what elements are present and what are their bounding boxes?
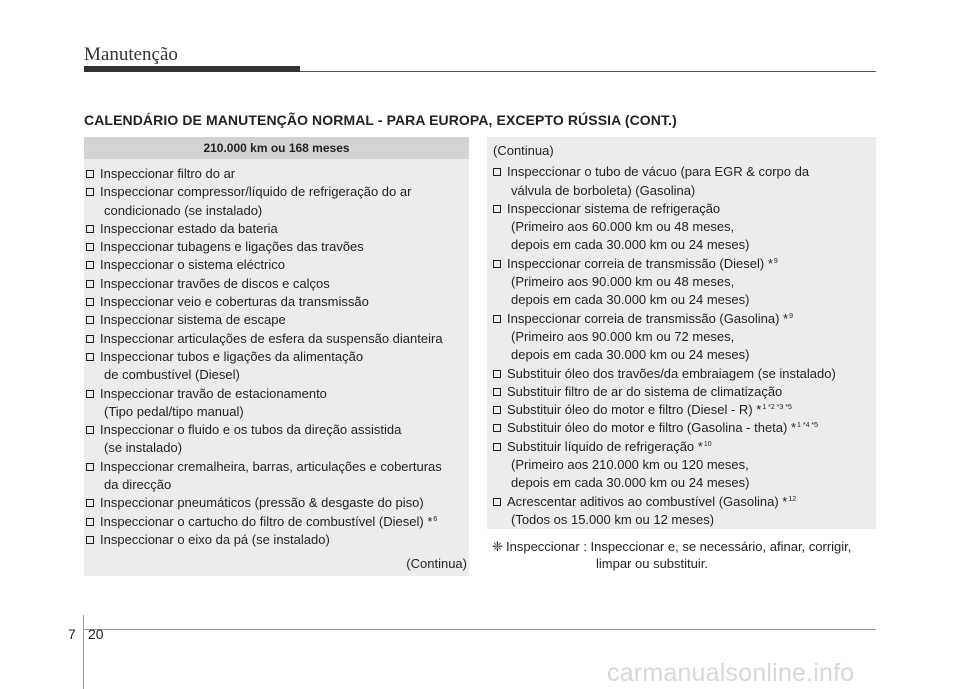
footnote-symbol: ❈ (492, 539, 503, 554)
checklist-item (493, 163, 876, 200)
checklist-item (493, 365, 876, 383)
checklist-item-text: Acrescentar aditivos ao combustível (Gasolina) * (507, 493, 788, 509)
checklist-item-text: Inspeccionar tubagens e ligações das travões (100, 239, 364, 255)
checklist-item-text: Substituir filtro de ar do sistema de climatização (507, 383, 783, 399)
checklist-item-continuation: (Tipo pedal/tipo manual) (104, 403, 244, 419)
checkbox-icon (493, 260, 501, 268)
left-schedule-panel (84, 137, 469, 576)
checklist-item-first-line (493, 255, 876, 273)
checklist-item (86, 494, 469, 512)
checklist-item (86, 513, 469, 531)
checklist-item (493, 255, 876, 310)
footnote-line-1: Inspeccionar : Inspeccionar e, se necessário, afinar, corrigir, (506, 539, 852, 554)
checklist-item-first-line (86, 293, 469, 311)
checklist-item-first-line (86, 311, 469, 329)
footnote-reference: 9 (773, 257, 778, 265)
checkbox-icon (86, 225, 94, 233)
checklist-item (493, 310, 876, 365)
checkbox-icon (493, 205, 501, 213)
checklist-item-text: Inspeccionar correia de transmissão (Gasolina) * (507, 310, 789, 326)
footnote-reference: 12 (788, 495, 797, 503)
footnote-line-2: limpar ou substituir. (596, 555, 708, 571)
checklist-item-continuation: (se instalado) (104, 440, 183, 456)
checklist-item-text: Substituir óleo do motor e filtro (Diesel - R) * (507, 402, 762, 418)
checklist-item-first-line (86, 348, 469, 366)
checkbox-icon (493, 168, 501, 176)
checklist-item-continuation: de combustível (Diesel) (104, 367, 240, 383)
checklist-item (86, 165, 469, 183)
checklist-item-first-line (493, 310, 876, 328)
checklist-item-first-line (493, 419, 876, 437)
checklist-item (493, 383, 876, 401)
checklist-item-text: Inspeccionar travões de discos e calços (100, 275, 330, 291)
checklist-item (86, 385, 469, 422)
checklist-item (493, 493, 876, 530)
page-rule (84, 629, 876, 630)
checklist-item (86, 421, 469, 458)
left-panel-heading: 210.000 km ou 168 meses (84, 137, 469, 159)
left-continue-label: (Continua) (406, 556, 467, 571)
header-bar (84, 66, 300, 72)
checklist-item-first-line (86, 458, 469, 476)
checklist-item-continuation: depois em cada 30.000 km ou 24 meses) (511, 475, 750, 491)
checkbox-icon (86, 280, 94, 288)
checklist-item-text: Substituir óleo dos travões/da embraiagem (se instalado) (507, 365, 836, 381)
checkbox-icon (493, 388, 501, 396)
checklist-item-first-line (493, 163, 876, 181)
header-title: Manutenção (84, 44, 178, 65)
checkbox-icon (86, 188, 94, 196)
checklist-item-text: Inspeccionar o eixo da pá (se instalado) (100, 531, 330, 547)
checklist-item (86, 330, 469, 348)
checklist-item (493, 438, 876, 493)
footnote-reference: 9 (789, 312, 793, 320)
checklist-item-continuation: depois em cada 30.000 km ou 24 meses) (511, 292, 750, 308)
left-checklist (84, 159, 469, 549)
checklist-item-continuation: (Primeiro aos 210.000 km ou 120 meses, (511, 457, 749, 473)
checklist-item-text: Inspeccionar sistema de escape (100, 312, 286, 328)
checklist-item-text: Inspeccionar o fluido e os tubos da direção assistida (100, 422, 402, 438)
checklist-item-continuation: condicionado (se instalado) (104, 202, 263, 218)
checklist-item (86, 275, 469, 293)
checklist-item-first-line (493, 401, 876, 419)
checklist-item-first-line (86, 385, 469, 403)
checkbox-icon (493, 370, 501, 378)
checklist-item-first-line (86, 275, 469, 293)
right-continue-label: (Continua) (493, 143, 554, 158)
checklist-item-text: Inspeccionar sistema de refrigeração (507, 200, 721, 216)
checklist-item-first-line (493, 438, 876, 456)
checklist-item-text: Inspeccionar o tubo de vácuo (para EGR & corpo da (507, 164, 810, 180)
page-margin-rule (83, 615, 84, 689)
checklist-item-text: Inspeccionar o sistema eléctrico (100, 257, 285, 273)
checkbox-icon (86, 170, 94, 178)
checklist-item-text: Inspeccionar tubos e ligações da alimentação (100, 348, 364, 364)
right-checklist (487, 163, 876, 529)
checklist-item-text: Inspeccionar compressor/líquido de refrigeração do ar (100, 184, 412, 200)
checklist-item (86, 293, 469, 311)
checklist-item-first-line (493, 493, 876, 511)
checklist-item-text: Inspeccionar travão de estacionamento (100, 385, 327, 401)
checklist-item (86, 220, 469, 238)
checkbox-icon (86, 463, 94, 471)
checkbox-icon (86, 316, 94, 324)
checklist-item-text: Inspeccionar correia de transmissão (Diesel) * (507, 255, 773, 271)
checklist-item-continuation: válvula de borboleta) (Gasolina) (511, 182, 696, 198)
checklist-item-text: Inspeccionar cremalheira, barras, articulações e coberturas (100, 458, 442, 474)
checklist-item-first-line (86, 513, 469, 531)
checklist-item-first-line (493, 200, 876, 218)
checklist-item-text: Inspeccionar articulações de esfera da suspensão dianteira (100, 330, 443, 346)
checklist-item-text: Inspeccionar o cartucho do filtro de combustível (Diesel) * (100, 513, 433, 529)
header-rule (300, 71, 876, 72)
checklist-item-continuation: da direcção (104, 477, 172, 493)
footnote (492, 539, 851, 572)
checklist-item-text: Inspeccionar pneumáticos (pressão & desgaste do piso) (100, 495, 424, 511)
checklist-item (86, 348, 469, 385)
checkbox-icon (86, 298, 94, 306)
checkbox-icon (493, 315, 501, 323)
checklist-item-first-line (493, 383, 876, 401)
checklist-item (86, 238, 469, 256)
watermark: carmanualsonline.info (607, 659, 855, 687)
checkbox-icon (493, 406, 501, 414)
checklist-item-first-line (86, 494, 469, 512)
checkbox-icon (86, 353, 94, 361)
footnote-reference: 10 (703, 440, 712, 448)
checklist-item-first-line (86, 256, 469, 274)
checkbox-icon (86, 390, 94, 398)
checklist-item (493, 419, 876, 437)
checklist-item-text: Inspeccionar estado da bateria (100, 220, 278, 236)
checklist-item-text: Inspeccionar veio e coberturas da transmissão (100, 294, 369, 310)
checkbox-icon (86, 261, 94, 269)
checkbox-icon (86, 426, 94, 434)
checkbox-icon (493, 443, 501, 451)
checklist-item-continuation: depois em cada 30.000 km ou 24 meses) (511, 237, 750, 253)
checklist-item-continuation: (Primeiro aos 60.000 km ou 48 meses, (511, 219, 735, 235)
checkbox-icon (86, 536, 94, 544)
checklist-item (493, 200, 876, 255)
checkbox-icon (493, 424, 501, 432)
checkbox-icon (86, 518, 94, 526)
checklist-item-first-line (86, 421, 469, 439)
chapter-number: 7 (68, 626, 76, 642)
right-schedule-panel (487, 137, 876, 529)
checklist-item (86, 458, 469, 495)
checklist-item-text: Substituir óleo do motor e filtro (Gasolina - theta) * (507, 420, 797, 436)
checkbox-icon (86, 243, 94, 251)
checklist-item-continuation: (Primeiro aos 90.000 km ou 48 meses, (511, 274, 735, 290)
checklist-item (86, 531, 469, 549)
checklist-item (86, 183, 469, 220)
checkbox-icon (86, 335, 94, 343)
checklist-item-text: Substituir líquido de refrigeração * (507, 438, 703, 454)
checklist-item-first-line (86, 220, 469, 238)
checkbox-icon (493, 498, 501, 506)
checklist-item (493, 401, 876, 419)
checklist-item-first-line (86, 330, 469, 348)
checklist-item-first-line (86, 531, 469, 549)
page-number: 20 (88, 626, 104, 642)
checklist-item (86, 256, 469, 274)
checklist-item-first-line (86, 183, 469, 201)
checklist-item-continuation: (Todos os 15.000 km ou 12 meses) (511, 511, 715, 527)
footnote-reference: 1 *2 *3 *5 (762, 404, 792, 412)
footnote-reference: 1 *4 *5 (797, 422, 819, 430)
checklist-item-continuation: (Primeiro aos 90.000 km ou 72 meses, (511, 328, 735, 344)
section-title: CALENDÁRIO DE MANUTENÇÃO NORMAL - PARA EUROPA, EXCEPTO RÚSSIA (CONT.) (84, 112, 677, 128)
checklist-item-first-line (493, 365, 876, 383)
checklist-item-first-line (86, 238, 469, 256)
checklist-item-text: Inspeccionar filtro do ar (100, 166, 236, 181)
checkbox-icon (86, 499, 94, 507)
checklist-item (86, 311, 469, 329)
footnote-reference: 6 (433, 515, 438, 523)
checklist-item-continuation: depois em cada 30.000 km ou 24 meses) (511, 347, 750, 363)
checklist-item-first-line (86, 165, 469, 183)
